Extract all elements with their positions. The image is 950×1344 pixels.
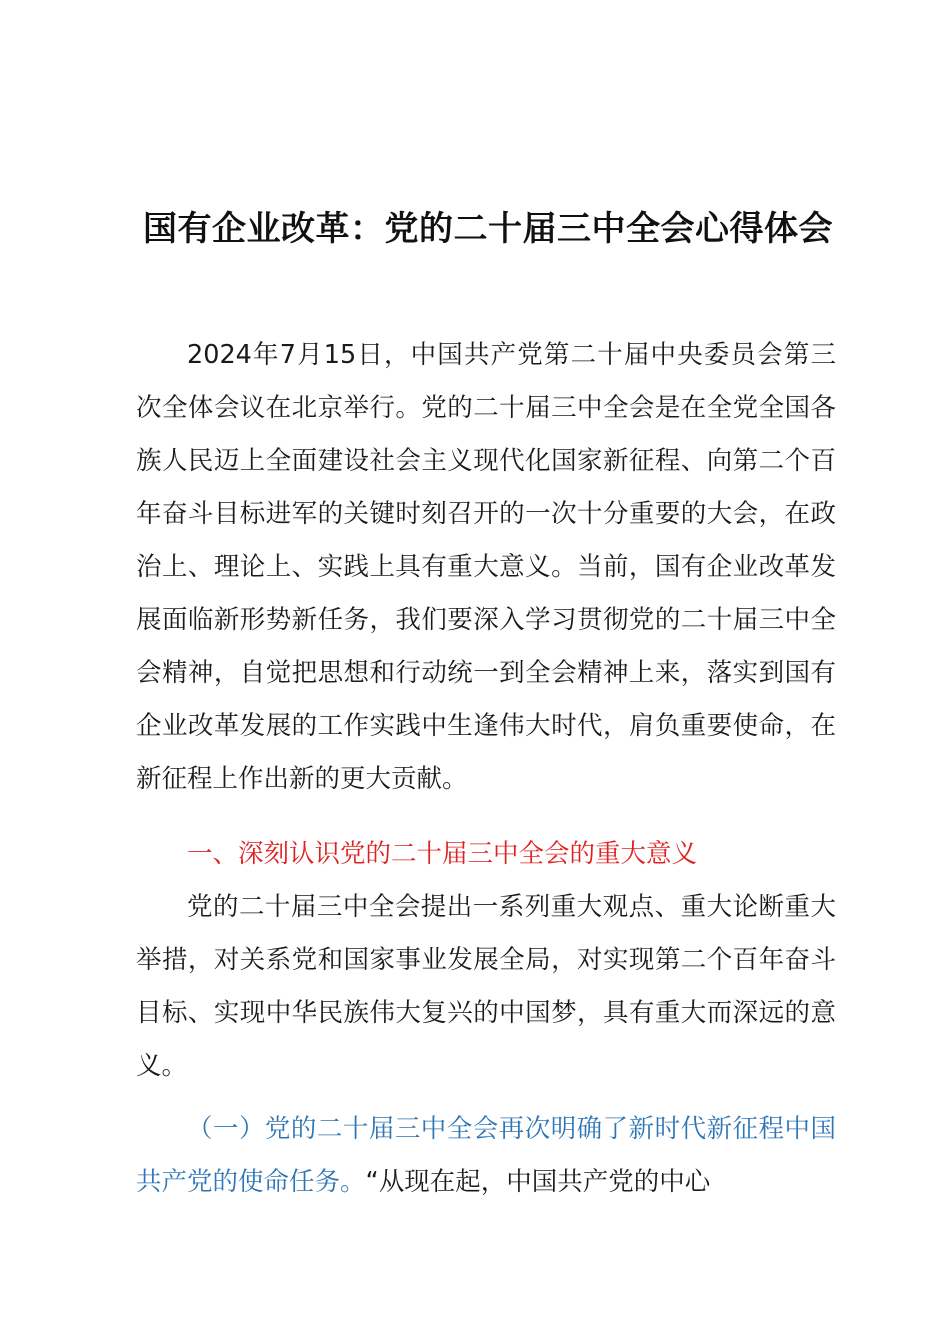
subsection-heading-1: （一）党的二十届三中全会再次明确了新时代新征程中国共产党的使命任务。 <box>136 1114 836 1197</box>
section-1-paragraph: 党的二十届三中全会提出一系列重大观点、重大论断重大举措，对关系党和国家事业发展全局，对实现第二个百年奋斗目标、实现中华民族伟大复兴的中国梦，具有重大而深远的意义。 <box>136 892 836 1081</box>
subsection-text: “从现在起，中国共产党的中心 <box>365 1167 711 1197</box>
document-title: 国有企业改革：党的二十届三中全会心得体会 <box>143 209 833 249</box>
subsection-paragraph <box>136 1103 836 1209</box>
section-heading-1: 一、深刻认识党的二十届三中全会的重大意义 <box>187 839 698 869</box>
intro-paragraph: 2024年7月15日，中国共产党第二十届中央委员会第三次全体会议在北京举行。党的二十届三中全会是在全党全国各族人民迈上全面建设社会主义现代化国家新征程、向第二个百年奋斗目标进军的关键时刻召开的一次十分重要的大会，在政治上、理论上、实践上具有重大意义。当前，国有企业改革发展面临新形势新任务，我们要深入学习贯彻党的二十届三中全会精神，自觉把思想和行动统一到全会精神上来，落实到国有企业改革发展的工作实践中生逢伟大时代，肩负重要使命，在新征程上作出新的更大贡献。 <box>136 340 836 794</box>
